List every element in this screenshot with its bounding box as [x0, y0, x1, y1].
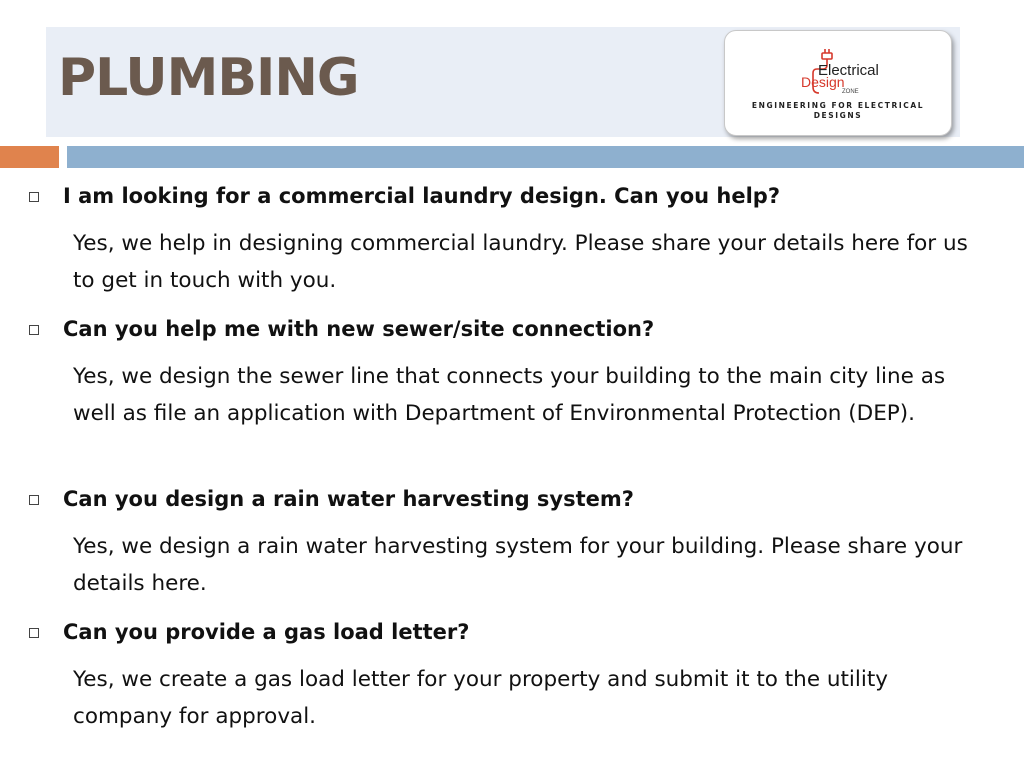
- faq-question: Can you design a rain water harvesting system?: [63, 487, 634, 511]
- faq-answer: Yes, we design a rain water harvesting system for your building. Please share your details here.: [73, 534, 963, 596]
- bullet-icon: [29, 192, 39, 202]
- faq-question: Can you help me with new sewer/site connection?: [63, 317, 655, 341]
- logo-tagline-line2: DESIGNS: [813, 111, 863, 120]
- bullet-icon: [29, 628, 39, 638]
- faq-answer: Yes, we design the sewer line that connects your building to the main city line as well as file an application with Department of Environmental Protection (DEP).: [73, 364, 946, 426]
- logo-name-line2: Design: [801, 74, 845, 90]
- faq-answer: Yes, we create a gas load letter for your property and submit it to the utility company for approval.: [73, 667, 889, 729]
- faq-answer: Yes, we help in designing commercial laundry. Please share your details here for us to get in touch with you.: [73, 231, 968, 293]
- faq-question: I am looking for a commercial laundry design. Can you help?: [63, 184, 781, 208]
- logo-tagline: [725, 101, 951, 121]
- logo-name-line1: Electrical: [818, 62, 879, 79]
- accent-bar-blue: [67, 146, 1024, 168]
- accent-bar-orange: [0, 146, 59, 168]
- slide-title: PLUMBING: [58, 48, 359, 108]
- bullet-icon: [29, 325, 39, 335]
- faq-question: Can you provide a gas load letter?: [63, 620, 470, 644]
- logo-tagline-line1: ENGINEERING FOR ELECTRICAL: [751, 101, 925, 110]
- logo-name-sub: ZONE: [842, 89, 859, 95]
- bullet-icon: [29, 495, 39, 505]
- company-logo: [724, 30, 952, 136]
